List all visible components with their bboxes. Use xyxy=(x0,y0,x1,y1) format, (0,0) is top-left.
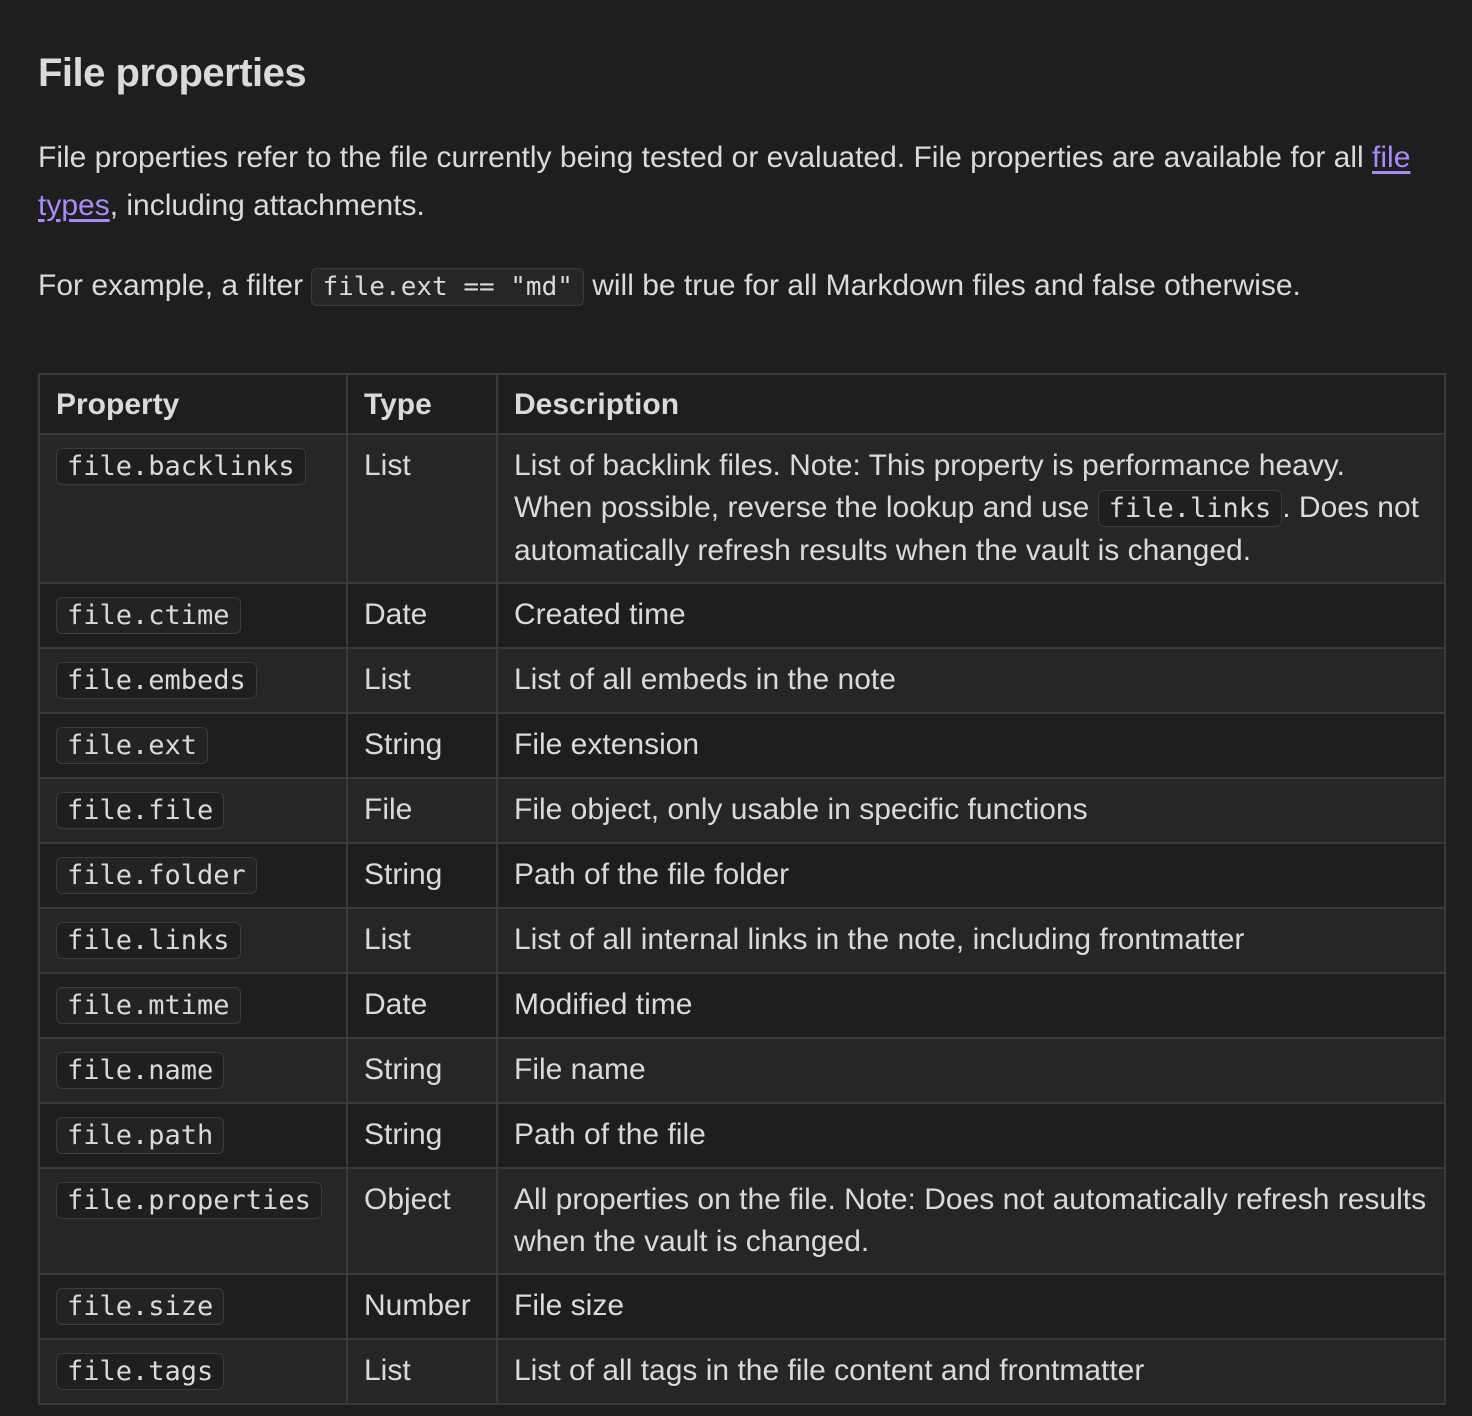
property-cell xyxy=(39,1038,347,1103)
description-cell: List of all embeds in the note xyxy=(497,648,1445,713)
property-cell xyxy=(39,1168,347,1274)
property-code: file.mtime xyxy=(56,987,241,1024)
header-description: Description xyxy=(497,374,1445,434)
property-cell xyxy=(39,648,347,713)
type-cell: Number xyxy=(347,1274,497,1339)
header-type: Type xyxy=(347,374,497,434)
property-cell xyxy=(39,713,347,778)
property-code: file.path xyxy=(56,1117,224,1154)
property-cell xyxy=(39,434,347,583)
table-row xyxy=(39,1038,1445,1103)
table-row xyxy=(39,1339,1445,1404)
table-row xyxy=(39,973,1445,1038)
type-cell: Date xyxy=(347,583,497,648)
property-cell xyxy=(39,908,347,973)
description-text-before: List of backlink files. Note: This property is performance heavy. When possible, reverse the lookup and use xyxy=(514,449,1345,524)
table-row xyxy=(39,1168,1445,1274)
property-code: file.size xyxy=(56,1288,224,1325)
property-code: file.backlinks xyxy=(56,448,306,485)
description-cell: File extension xyxy=(497,713,1445,778)
description-cell: Created time xyxy=(497,583,1445,648)
property-code: file.tags xyxy=(56,1353,224,1390)
example-code: file.ext == "md" xyxy=(311,268,583,306)
property-cell xyxy=(39,583,347,648)
type-cell: String xyxy=(347,713,497,778)
property-code: file.links xyxy=(56,922,241,959)
description-cell: All properties on the file. Note: Does not automatically refresh results when the vault is changed. xyxy=(497,1168,1445,1274)
type-cell: Object xyxy=(347,1168,497,1274)
type-cell: List xyxy=(347,434,497,583)
description-cell: Path of the file xyxy=(497,1103,1445,1168)
description-code: file.links xyxy=(1098,490,1283,527)
description-text-after: . Does not automatically refresh results when the vault is changed. xyxy=(514,491,1419,567)
property-code: file.embeds xyxy=(56,662,257,699)
example-text-after: will be true for all Markdown files and false otherwise. xyxy=(583,269,1301,302)
table-row xyxy=(39,583,1445,648)
property-code: file.file xyxy=(56,792,224,829)
property-code: file.name xyxy=(56,1052,224,1089)
example-paragraph xyxy=(38,262,1434,311)
description-cell xyxy=(497,434,1445,583)
example-text-before: For example, a filter xyxy=(38,269,312,302)
description-cell: List of all tags in the file content and frontmatter xyxy=(497,1339,1445,1404)
property-cell xyxy=(39,778,347,843)
type-cell: String xyxy=(347,1038,497,1103)
intro-text-after: , including attachments. xyxy=(109,189,425,222)
description-cell: Path of the file folder xyxy=(497,843,1445,908)
table-row xyxy=(39,908,1445,973)
file-types-link[interactable]: file types xyxy=(38,141,1411,222)
property-cell xyxy=(39,1339,347,1404)
property-cell xyxy=(39,1103,347,1168)
description-cell: File name xyxy=(497,1038,1445,1103)
intro-paragraph xyxy=(38,134,1434,230)
intro-text-before: File properties refer to the file currently being tested or evaluated. File properties are available for all xyxy=(38,141,1373,174)
type-cell: String xyxy=(347,1103,497,1168)
property-code: file.folder xyxy=(56,857,257,894)
property-code: file.ctime xyxy=(56,597,241,634)
page-title: File properties xyxy=(38,51,307,95)
table-row xyxy=(39,713,1445,778)
property-cell xyxy=(39,1274,347,1339)
table-row xyxy=(39,843,1445,908)
type-cell: File xyxy=(347,778,497,843)
table-row xyxy=(39,1103,1445,1168)
property-code: file.ext xyxy=(56,727,208,764)
description-cell: List of all internal links in the note, including frontmatter xyxy=(497,908,1445,973)
header-property: Property xyxy=(39,374,347,434)
table-row xyxy=(39,648,1445,713)
type-cell: Date xyxy=(347,973,497,1038)
table-row xyxy=(39,434,1445,583)
description-cell: Modified time xyxy=(497,973,1445,1038)
type-cell: List xyxy=(347,1339,497,1404)
type-cell: List xyxy=(347,648,497,713)
property-cell xyxy=(39,973,347,1038)
table-row xyxy=(39,1274,1445,1339)
type-cell: List xyxy=(347,908,497,973)
property-code: file.properties xyxy=(56,1182,322,1219)
type-cell: String xyxy=(347,843,497,908)
description-cell: File object, only usable in specific functions xyxy=(497,778,1445,843)
table-header-row xyxy=(39,374,1445,434)
file-properties-table xyxy=(38,373,1446,1405)
description-cell: File size xyxy=(497,1274,1445,1339)
table-row xyxy=(39,778,1445,843)
property-cell xyxy=(39,843,347,908)
